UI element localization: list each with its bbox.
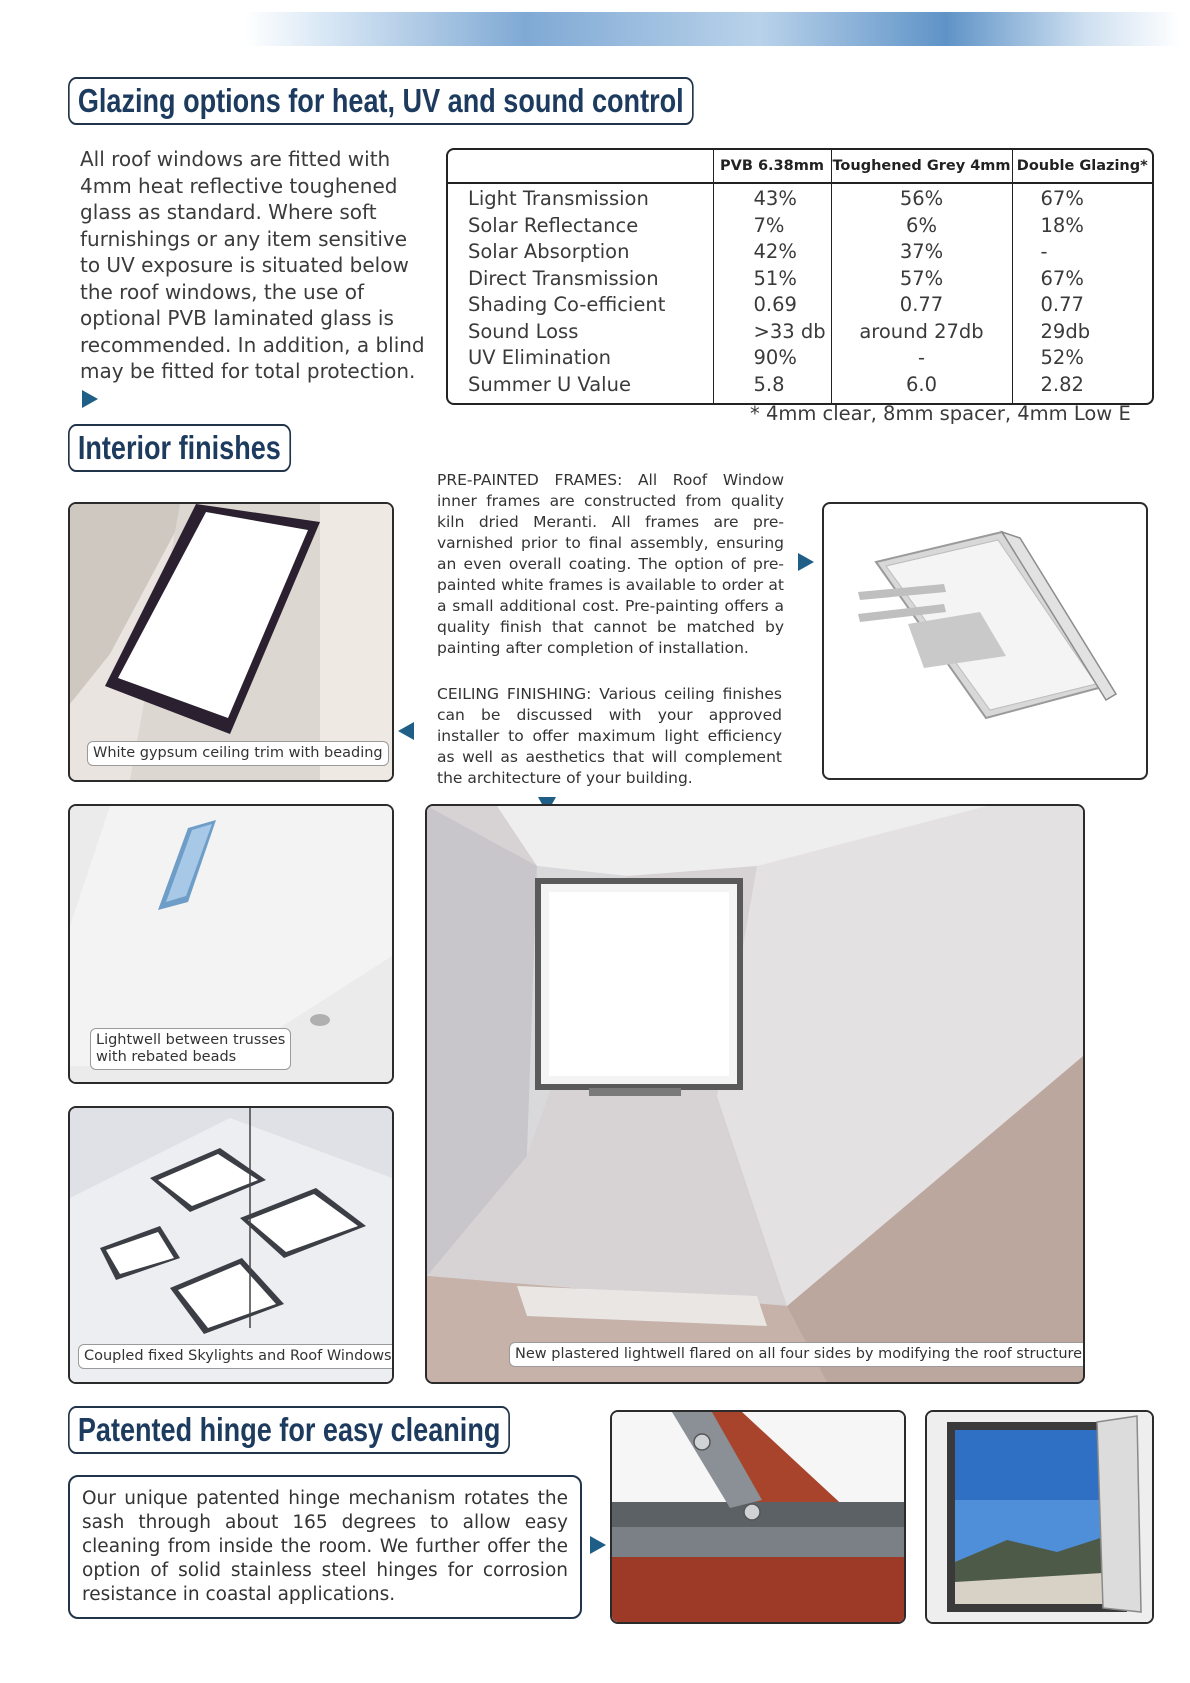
arrow-right-icon	[798, 553, 814, 571]
arrow-left-icon	[398, 722, 414, 740]
hinge-heading-text: Patented hinge for easy cleaning	[77, 1411, 501, 1448]
ceiling-finishing-text: CEILING FINISHING: Various ceiling finishes can be discussed with your approved installer to offer maximum light efficiency as well as aesthetics that will complement the architecture of your building.	[437, 685, 782, 787]
cell-value: 6%	[906, 213, 937, 237]
arrow-right-icon	[590, 1536, 606, 1554]
glazing-intro	[80, 146, 425, 411]
cell-value: 6.0	[905, 372, 937, 396]
hinge-heading	[68, 1406, 510, 1454]
table-row	[448, 183, 1152, 403]
cell-value: 0.77	[1040, 293, 1084, 316]
row-label: UV Elimination	[468, 346, 612, 369]
table-header: PVB 6.38mm	[713, 150, 831, 183]
cell-value: 0.69	[753, 293, 797, 316]
coupled-skylights-illustration	[70, 1108, 392, 1382]
row-label: Shading Co-efficient	[468, 293, 666, 316]
photo-lightwell	[68, 804, 394, 1084]
caption-lightwell-line-2: with rebated beads	[96, 1049, 237, 1065]
plastered-lightwell-illustration	[427, 806, 1083, 1382]
cell-value: 51%	[753, 266, 797, 290]
glazing-heading-text: Glazing options for heat, UV and sound control	[77, 82, 684, 119]
roof-window-illustration	[824, 504, 1146, 778]
photo-plastered-lightwell	[425, 804, 1085, 1384]
interior-heading	[68, 424, 291, 472]
table-footnote: * 4mm clear, 8mm spacer, 4mm Low E	[750, 402, 1131, 425]
row-label: Solar Reflectance	[468, 213, 639, 237]
caption-lightwell	[90, 1028, 291, 1070]
row-label: Light Transmission	[468, 187, 649, 210]
cell-value: 57%	[899, 266, 944, 290]
table-cell	[713, 183, 831, 403]
pre-painted-text: PRE-PAINTED FRAMES: All Roof Window inner frames are constructed from quality kiln dried Meranti. All frames are pre-varnished prior to final assembly, ensuring an even overall coating. The option of pre-painted white frames is available to order at a small additional cost. Pre-painting offers a quality finish that cannot be matched by painting after completion of installation.	[437, 471, 784, 657]
hinge-closeup-illustration	[612, 1412, 904, 1622]
table-header: Toughened Grey 4mm	[831, 150, 1012, 183]
cell-value: around 27db	[859, 319, 984, 343]
photo-gypsum-trim	[68, 502, 394, 782]
table-cell	[1012, 183, 1152, 403]
window-open-illustration	[927, 1412, 1152, 1622]
interior-heading-text: Interior finishes	[77, 429, 281, 466]
photo-hinge-closeup	[610, 1410, 906, 1624]
cell-value: 90%	[753, 346, 797, 369]
hinge-text-box	[68, 1475, 582, 1619]
caption-gypsum: White gypsum ceiling trim with beading	[87, 741, 389, 766]
table-cell	[448, 183, 713, 403]
cell-value: 29db	[1040, 319, 1091, 343]
row-label: Summer U Value	[468, 372, 631, 396]
photo-coupled-skylights	[68, 1106, 394, 1384]
cell-value: 67%	[1040, 187, 1084, 210]
row-label: Solar Absorption	[468, 240, 630, 263]
cell-value: 56%	[899, 187, 944, 210]
glazing-spec-table	[446, 148, 1154, 405]
photo-roof-window-product	[822, 502, 1148, 780]
cell-value: -	[1040, 240, 1048, 263]
cell-value: 7%	[753, 213, 785, 237]
cell-value: 67%	[1040, 266, 1084, 290]
cell-value: 43%	[753, 187, 797, 210]
table-cell	[831, 183, 1012, 403]
photo-window-open	[925, 1410, 1154, 1624]
row-label: Direct Transmission	[468, 266, 659, 290]
cell-value: -	[917, 346, 926, 369]
table-header: Double Glazing*	[1012, 150, 1152, 183]
arrow-right-icon	[82, 390, 98, 408]
caption-plastered: New plastered lightwell flared on all four sides by modifying the roof structure	[509, 1342, 1085, 1367]
gypsum-trim-illustration	[70, 504, 392, 780]
cell-value: 5.8	[753, 372, 785, 396]
hinge-text: Our unique patented hinge mechanism rotates the sash through about 165 degrees to allow easy cleaning from inside the room. We further offer the option of solid stainless steel hinges for corrosion resistance in coastal applications.	[82, 1488, 568, 1605]
cell-value: 42%	[753, 240, 797, 263]
table-header	[448, 150, 713, 183]
cell-value: 52%	[1040, 346, 1084, 369]
sky-banner	[245, 12, 1180, 46]
cell-value: 0.77	[899, 293, 944, 316]
cell-value: 18%	[1040, 213, 1084, 237]
caption-lightwell-line-1: Lightwell between trusses	[96, 1032, 286, 1048]
cell-value: 2.82	[1040, 372, 1084, 396]
cell-value: 37%	[899, 240, 944, 263]
table-header-row	[448, 150, 1152, 183]
cell-value: >33 db	[753, 319, 826, 343]
glazing-heading	[68, 77, 694, 125]
glazing-intro-text: All roof windows are fitted with 4mm heat reflective toughened glass as standard. Where soft furnishings or any item sensitive to UV exposure is situated below the roof windows, the use of optional PVB laminated glass is recommended. In addition, a blind may be fitted for total protection.	[80, 147, 425, 383]
row-label: Sound Loss	[468, 319, 579, 343]
caption-coupled: Coupled fixed Skylights and Roof Windows	[78, 1344, 394, 1369]
